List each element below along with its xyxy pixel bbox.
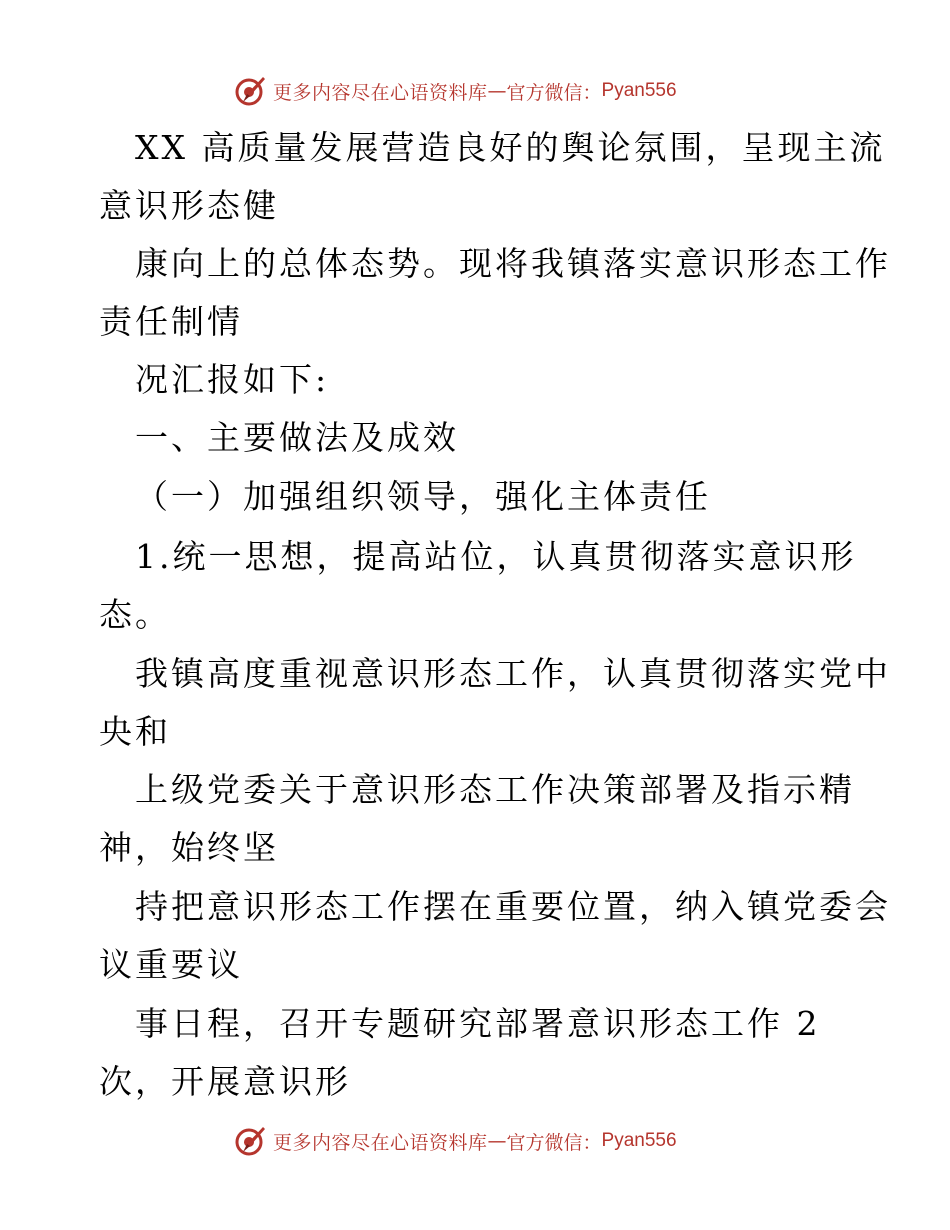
section-heading: 一、主要做法及成效 — [135, 418, 459, 457]
paragraph-line: 次，开展意识形 — [99, 1062, 351, 1101]
paragraph-line: 议重要议 — [99, 945, 243, 984]
paragraph-line: 持把意识形态工作摆在重要位置，纳入镇党委会 — [135, 887, 891, 926]
paragraph-line: 神，始终坚 — [99, 828, 279, 867]
watermark-text: 更多内容尽在心语资料库 — [273, 1131, 488, 1154]
paragraph-line: 责任制情 — [99, 302, 243, 341]
paragraph-line: 况汇报如下: — [135, 360, 330, 399]
header-watermark — [233, 71, 753, 111]
item-heading: 1.统一思想，提高站位，认真贯彻落实意识形 — [135, 537, 857, 576]
quill-logo-icon — [233, 1124, 267, 1158]
watermark-wechat-label: 官方微信： — [506, 81, 602, 104]
footer-watermark — [233, 1121, 753, 1161]
watermark-wechat-id: Pyan556 — [601, 1130, 677, 1151]
watermark-text: 更多内容尽在心语资料库 — [273, 81, 488, 104]
paragraph-line: XX 高质量发展营造良好的舆论氛围，呈现主流 — [135, 128, 886, 167]
quill-logo-icon — [233, 74, 267, 108]
paragraph-line: 我镇高度重视意识形态工作，认真贯彻落实党中 — [135, 654, 891, 693]
watermark-separator: — — [487, 1130, 507, 1152]
subsection-heading: （一）加强组织领导，强化主体责任 — [135, 477, 711, 516]
watermark-separator: — — [487, 80, 507, 102]
watermark-wechat-id: Pyan556 — [601, 80, 677, 101]
paragraph-line: 意识形态健 — [99, 186, 279, 225]
paragraph-line: 事日程，召开专题研究部署意识形态工作 2 — [135, 1004, 821, 1043]
paragraph-line: 康向上的总体态势。现将我镇落实意识形态工作 — [135, 244, 891, 283]
paragraph-line: 央和 — [99, 712, 171, 751]
paragraph-line: 态。 — [99, 595, 171, 634]
paragraph-line: 上级党委关于意识形态工作决策部署及指示精 — [135, 770, 855, 809]
watermark-wechat-label: 官方微信： — [506, 1131, 602, 1154]
